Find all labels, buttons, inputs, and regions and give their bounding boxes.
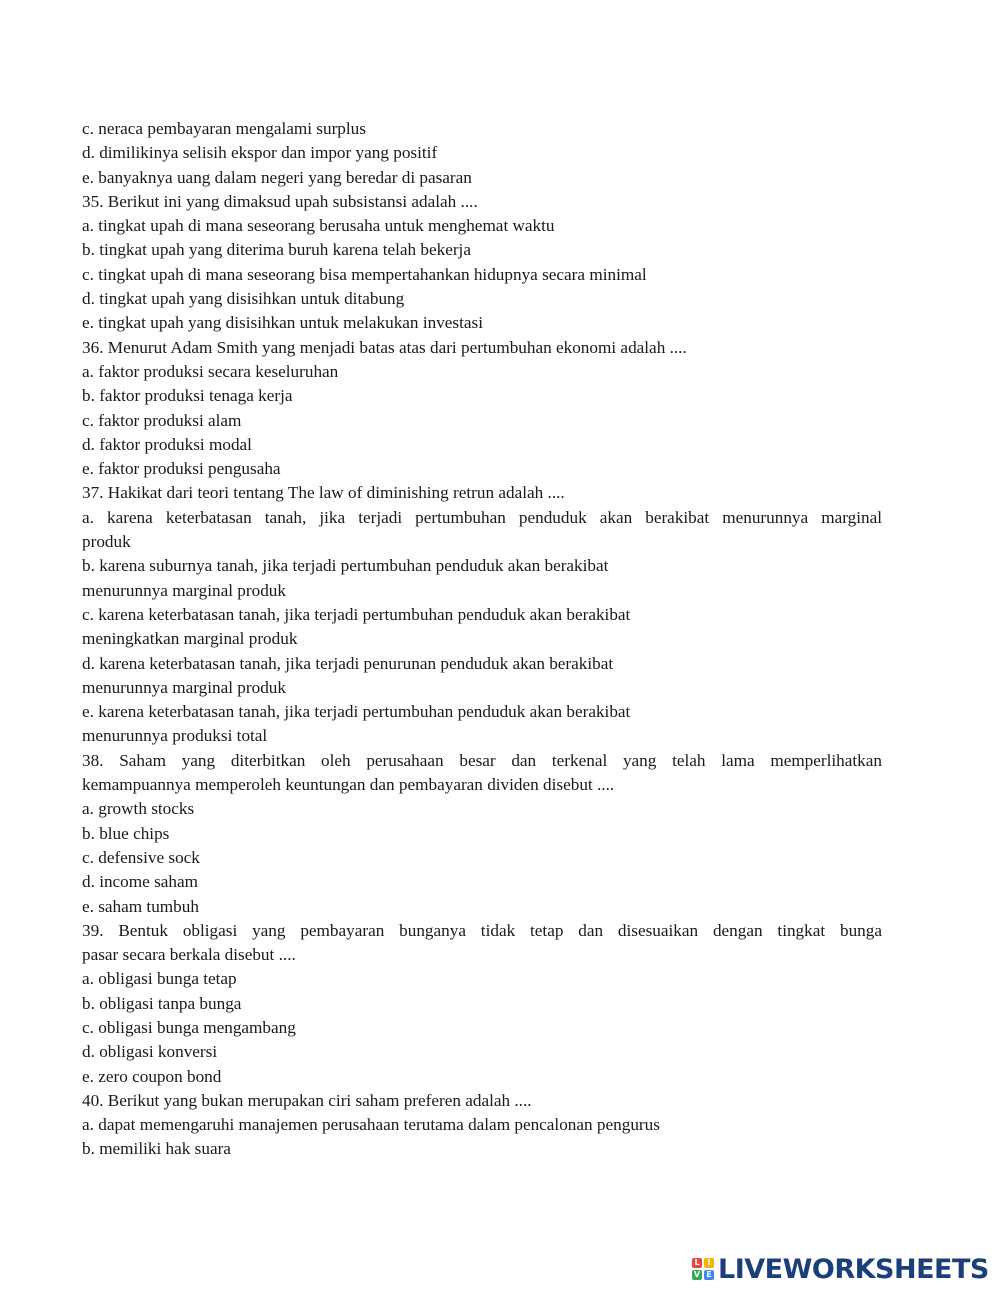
text-line: c. neraca pembayaran mengalami surplus bbox=[82, 119, 366, 138]
watermark-text: LIVEWORKSHEETS bbox=[718, 1253, 989, 1285]
option-39-e: e. zero coupon bond bbox=[82, 1066, 222, 1086]
question-35: 35. Berikut ini yang dimaksud upah subsistansi adalah .... bbox=[82, 191, 478, 211]
option-37-c-cont: meningkatkan marginal produk bbox=[82, 629, 298, 649]
option-37-a-cont: produk bbox=[82, 532, 131, 552]
option-37-c: c. karena keterbatasan tanah, jika terjadi pertumbuhan penduduk akan berakibat bbox=[82, 604, 631, 624]
option-35-c: c. tingkat upah di mana seseorang bisa mempertahankan hidupnya secara minimal bbox=[82, 264, 647, 284]
option-39-b: b. obligasi tanpa bunga bbox=[82, 993, 242, 1013]
logo-tile: E bbox=[704, 1270, 714, 1280]
option-37-e-cont: menurunnya produksi total bbox=[82, 726, 268, 746]
text-line: d. dimilikinya selisih ekspor dan impor yang positif bbox=[82, 143, 438, 163]
option-37-d-cont: menurunnya marginal produk bbox=[82, 677, 286, 697]
option-38-e: e. saham tumbuh bbox=[82, 896, 199, 916]
option-35-b: b. tingkat upah yang diterima buruh karena telah bekerja bbox=[82, 240, 471, 260]
option-37-e: e. karena keterbatasan tanah, jika terjadi pertumbuhan penduduk akan berakibat bbox=[82, 702, 631, 722]
option-39-a: a. obligasi bunga tetap bbox=[82, 969, 237, 989]
option-36-e: e. faktor produksi pengusaha bbox=[82, 459, 281, 479]
question-39: 39. Bentuk obligasi yang pembayaran bunganya tidak tetap dan disesuaikan dengan tingkat bunga bbox=[82, 920, 882, 940]
question-40: 40. Berikut yang bukan merupakan ciri saham preferen adalah .... bbox=[82, 1090, 532, 1110]
option-38-c: c. defensive sock bbox=[82, 847, 200, 867]
option-38-b: b. blue chips bbox=[82, 823, 170, 843]
question-38: 38. Saham yang diterbitkan oleh perusahaan besar dan terkenal yang telah lama memperlihatkan bbox=[82, 750, 882, 770]
option-40-a: a. dapat memengaruhi manajemen perusahaan terutama dalam pencalonan pengurus bbox=[82, 1115, 660, 1135]
text-line: e. banyaknya uang dalam negeri yang beredar di pasaran bbox=[82, 167, 472, 187]
option-35-d: d. tingkat upah yang disisihkan untuk ditabung bbox=[82, 289, 405, 309]
option-36-a: a. faktor produksi secara keseluruhan bbox=[82, 361, 339, 381]
option-36-b: b. faktor produksi tenaga kerja bbox=[82, 386, 293, 406]
option-37-b: b. karena suburnya tanah, jika terjadi pertumbuhan penduduk akan berakibat bbox=[82, 556, 609, 576]
option-37-b-cont: menurunnya marginal produk bbox=[82, 580, 286, 600]
option-38-d: d. income saham bbox=[82, 872, 198, 892]
question-37: 37. Hakikat dari teori tentang The law of diminishing retrun adalah .... bbox=[82, 483, 565, 503]
question-39-cont: pasar secara berkala disebut .... bbox=[82, 945, 296, 965]
worksheet-text bbox=[82, 117, 882, 1162]
option-36-d: d. faktor produksi modal bbox=[82, 434, 252, 454]
option-39-c: c. obligasi bunga mengambang bbox=[82, 1017, 296, 1037]
option-35-a: a. tingkat upah di mana seseorang berusaha untuk menghemat waktu bbox=[82, 216, 555, 236]
logo-tile: L bbox=[692, 1258, 702, 1268]
question-36: 36. Menurut Adam Smith yang menjadi batas atas dari pertumbuhan ekonomi adalah .... bbox=[82, 337, 687, 357]
option-40-b: b. memiliki hak suara bbox=[82, 1139, 231, 1159]
option-39-d: d. obligasi konversi bbox=[82, 1042, 218, 1062]
liveworksheets-watermark bbox=[692, 1254, 989, 1284]
option-37-a: a. karena keterbatasan tanah, jika terjadi pertumbuhan penduduk akan berakibat menurunnya marginal bbox=[82, 507, 882, 527]
liveworksheets-logo-icon bbox=[692, 1258, 714, 1280]
question-38-cont: kemampuannya memperoleh keuntungan dan pembayaran dividen disebut .... bbox=[82, 775, 615, 795]
option-36-c: c. faktor produksi alam bbox=[82, 410, 242, 430]
logo-tile: I bbox=[704, 1258, 714, 1268]
logo-tile: V bbox=[693, 1270, 701, 1279]
option-38-a: a. growth stocks bbox=[82, 799, 195, 819]
option-37-d: d. karena keterbatasan tanah, jika terjadi penurunan penduduk akan berakibat bbox=[82, 653, 614, 673]
option-35-e: e. tingkat upah yang disisihkan untuk melakukan investasi bbox=[82, 313, 483, 333]
